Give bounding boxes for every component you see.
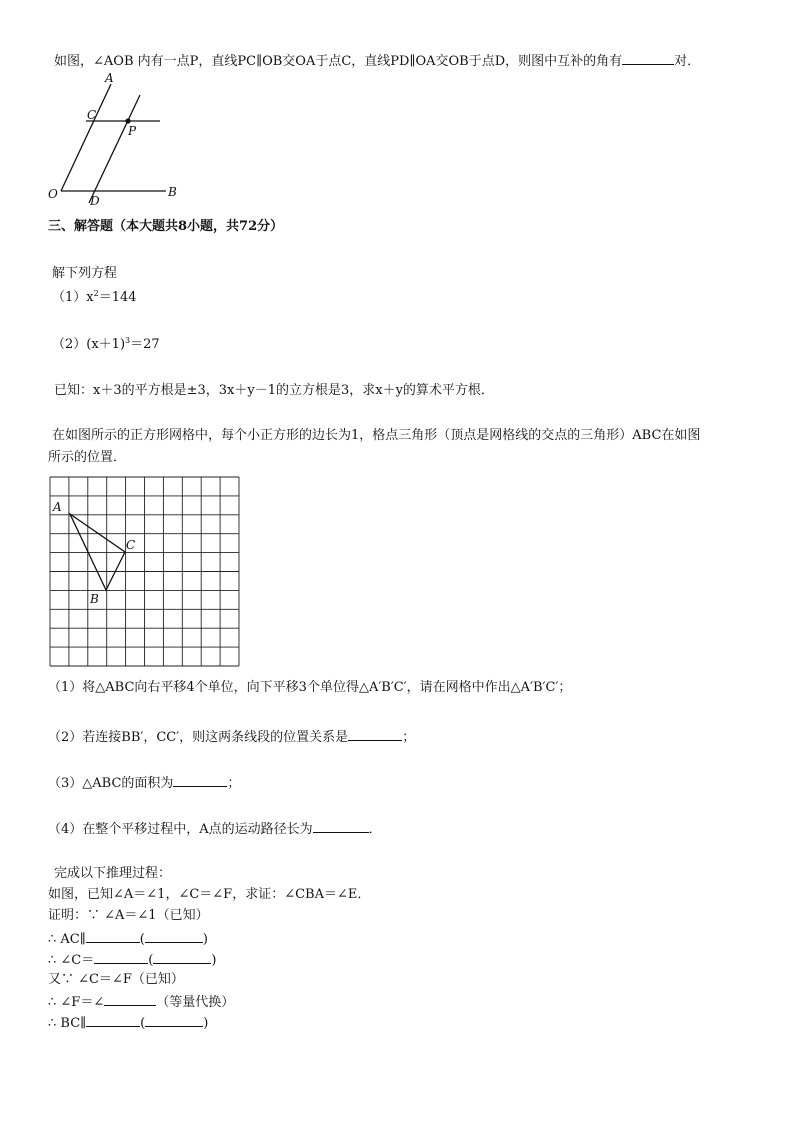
question-angle-suffix: 对． (674, 54, 701, 69)
solve-part1-prefix: （1）x (52, 290, 94, 305)
paren-open: ( (140, 1016, 146, 1031)
grid-part3-text: （3）△ABC的面积为 (48, 776, 174, 791)
answer-blank (348, 728, 402, 741)
grid-part3 (48, 774, 240, 792)
answer-blank (104, 993, 156, 1006)
grid-label-A: A (53, 500, 62, 514)
proof-intro: 完成以下推理过程： (54, 866, 172, 881)
label-A: A (105, 71, 114, 85)
answer-blank (153, 951, 211, 964)
proof-line5 (48, 993, 234, 1011)
solve-part1-suffix: ＝144 (98, 290, 137, 305)
answer-blank (86, 1014, 140, 1027)
answer-blank (145, 1014, 203, 1027)
paren-close: ) (203, 1016, 209, 1031)
answer-blank (94, 951, 148, 964)
paren-open: ( (148, 953, 154, 968)
solve-part1-exponent: 2 (93, 289, 99, 298)
triangle-ABC (70, 514, 125, 590)
label-D: D (90, 194, 100, 208)
solve-part2-exponent: 3 (125, 336, 131, 345)
grid-intro-line1: 在如图所示的正方形网格中，每个小正方形的边长为1，格点三角形（顶点是网格线的交点的三角形）ABC在如图 (52, 428, 701, 443)
proof-line2 (48, 930, 208, 948)
paren-close: ) (211, 953, 217, 968)
answer-blank (145, 930, 203, 943)
proof-line4: 又∵ ∠C＝∠F（已知） (48, 972, 184, 987)
grid-part3-end: ； (227, 776, 241, 791)
solve-part2-prefix: （2）(x＋1) (52, 337, 126, 352)
question-angle-body: 如图，∠AOB 内有一点P，直线PC∥OB交OA于点C，直线PD∥OA交OB于点D，则图中互补的角有 (54, 54, 623, 69)
answer-blank (86, 930, 140, 943)
grid-part4-end: ． (368, 822, 382, 837)
proof-line3-prefix: ∴ ∠C＝ (48, 953, 95, 968)
proof-line5-suffix: （等量代换） (156, 995, 235, 1010)
root-question: 已知：x＋3的平方根是±3，3x＋y－1的立方根是3，求x＋y的算术平方根． (54, 383, 494, 398)
solve-part2-suffix: ＝27 (130, 337, 160, 352)
solve-intro: 解下列方程 (52, 266, 118, 281)
paren-open: ( (139, 932, 145, 947)
grid-part4-text: （4）在整个平移过程中，A点的运动路径长为 (48, 822, 313, 837)
label-O: O (48, 187, 58, 201)
label-P: P (128, 124, 137, 138)
answer-blank (313, 820, 369, 833)
section-heading: 三、解答题（本大题共8小题，共72分） (48, 219, 284, 234)
proof-given: 如图，已知∠A＝∠1，∠C＝∠F，求证：∠CBA＝∠E． (48, 887, 371, 902)
proof-line5-prefix: ∴ ∠F＝∠ (48, 995, 105, 1010)
proof-line1: 证明：∵ ∠A＝∠1（已知） (48, 908, 209, 923)
grid-part2-end: ； (402, 730, 416, 745)
grid-part4 (48, 820, 382, 838)
label-C: C (87, 108, 97, 122)
proof-line6-prefix: ∴ BC∥ (48, 1016, 87, 1031)
grid-label-B: B (90, 592, 99, 606)
answer-blank (173, 774, 227, 787)
grid-intro-line2: 所示的位置． (48, 450, 127, 465)
grid-part2-text: （2）若连接BB′，CC′，则这两条线段的位置关系是 (48, 730, 349, 745)
proof-line3 (48, 951, 216, 969)
grid-lines (50, 477, 239, 666)
proof-line6 (48, 1014, 208, 1032)
grid-part1: （1）将△ABC向右平移4个单位，向下平移3个单位得△A′B′C′，请在网格中作出△A′B′C′； (48, 680, 572, 695)
paren-close: ) (202, 932, 208, 947)
proof-line2-prefix: ∴ AC∥ (48, 932, 86, 947)
grid-part2 (48, 728, 415, 746)
grid-label-C: C (126, 538, 136, 552)
label-B: B (168, 185, 177, 199)
